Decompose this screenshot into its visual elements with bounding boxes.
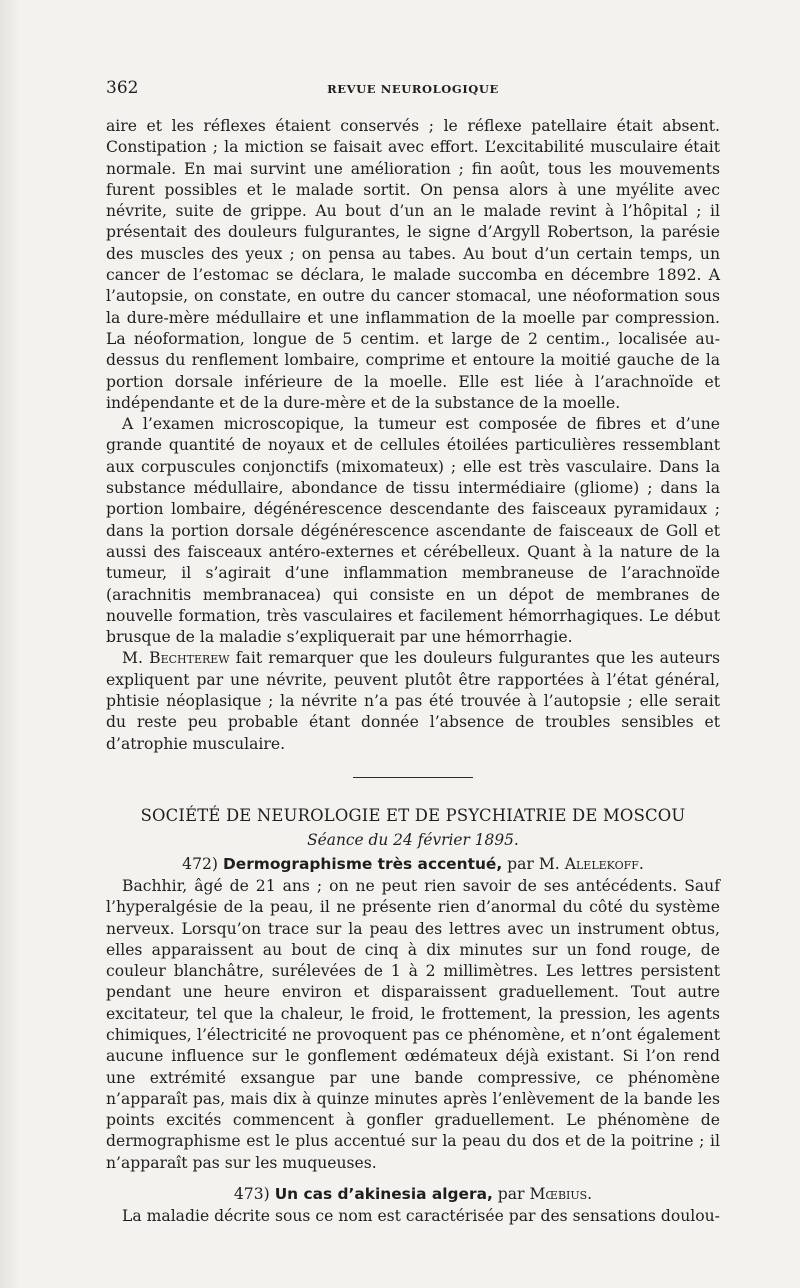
- abstract-heading: [106, 1182, 720, 1206]
- section-divider: [353, 777, 473, 778]
- body-paragraph: A l’examen microscopique, la tumeur est composée de fibres et d’une grande quantité de noyaux et de cellules étoilées particulières ressemblant aux corpuscules conjonctifs (mixomateux) ; elle est très vasculaire. Dans la substance médullaire, abondance de tissu intermédiaire (gliome) ; dans la portion lombaire, dégénérescence descendante des faisceaux pyramidaux ; dans la portion dorsale dégénérescence ascendante de faisceaux de Goll et aussi des faisceaux antéro-externes et cérébelleux. Quant à la nature de la tumeur, il s’agirait d’une inflammation membraneuse de l’arachnoïde (arachnitis membranacea) qui consiste en un dépot de membranes de nouvelle formation, très vasculaires et facilement hémorrhagiques. Le début brusque de la maladie s’expliquerait par une hémorrhagie.: [106, 415, 720, 647]
- abstract-number: 473): [233, 1185, 270, 1204]
- page-number: 362: [106, 78, 139, 98]
- paragraph-text: fait remarquer que les douleurs fulgurantes que les auteurs expliquent par une névrite, peuvent plutôt être rapportées à l’état général, phtisie néoplasique ; la névrite n’a pas été trouvée à l’autopsie ; elle serait du reste peu probable étant donnée l’absence de troubles sensibles et d’atrophie musculaire.: [106, 649, 720, 753]
- body-paragraph: [106, 648, 720, 754]
- abstract-body: La maladie décrite sous ce nom est caractérisée par des sensations doulou-: [122, 1207, 720, 1226]
- abstract-number: 472): [182, 854, 219, 873]
- section-title: SOCIÉTÉ DE NEUROLOGIE ET DE PSYCHIATRIE DE MOSCOU: [140, 805, 686, 825]
- abstract-title: Dermographisme très accentué,: [223, 854, 503, 873]
- author-name: Bechterew: [149, 649, 230, 668]
- abstract-heading: [106, 852, 720, 876]
- spacer: [106, 1174, 720, 1182]
- abstract-body: Bachhir, âgé de 21 ans ; on ne peut rien savoir de ses antécédents. Sauf l’hyperalgésie de la peau, il ne présente rien d’anormal du côté du système nerveux. Lorsqu’on trace sur la peau des lettres avec un instrument obtus, elles apparaissent au bout de cinq à dix minutes sur un fond rouge, de couleur blanchâtre, surélevées de 1 à 2 millimètres. Les lettres persistent pendant une heure environ et disparaissent graduellement. Tout autre excitateur, tel que la chaleur, le froid, le frottement, la pression, les agents chimiques, l’électricité ne provoquent pas ce phénomène, et n’ont également aucune influence sur le gonflement œdémateux déjà existant. Si l’on rend une extrémité exsangue par une bande compressive, ce phénomène n’apparaît pas, mais dix à quinze minutes après l’enlèvement de la bande les points excités commencent à gonfler graduellement. Le phénomène de dermographisme est le plus accentué sur la peau du dos et de la poitrine ; il n’apparaît pas sur les muqueuses.: [106, 876, 720, 1172]
- body-paragraph: aire et les réflexes étaient conservés ; le réflexe patellaire était absent. Constipation ; la miction se faisait avec effort. L’excitabilité musculaire était normale. En mai survint une amélioration ; fin août, tous les mouvements furent possibles et le malade sortit. On pensa alors à une myélite avec névrite, suite de grippe. Au bout d’un an le malade revint à l’hôpital ; il présentait des douleurs fulgurantes, le signe d’Argyll Robertson, la parésie des muscles des yeux ; on pensa au tabes. Au bout d’un certain temps, un cancer de l’estomac se déclara, le malade succomba en décembre 1892. A l’autopsie, on constate, en outre du cancer stomacal, une néoformation sous la dure-mère médullaire et une inflammation de la moelle par compression. La néoformation, longue de 5 centim. et large de 2 centim., localisée au-dessus du renflement lombaire, comprime et entoure la moitié gauche de la portion dorsale inférieure de la moelle. Elle est liée à l’arachnoïde et indépendante et de la dure-mère et de la substance de la moelle.: [106, 117, 720, 412]
- abstract-author: Alelekoff.: [564, 854, 644, 873]
- running-head: [106, 78, 720, 102]
- abstract-by: par M.: [502, 854, 565, 873]
- paragraph-prefix: M.: [122, 649, 150, 668]
- abstract-author: Mœbius.: [529, 1185, 593, 1204]
- abstract-by: par: [492, 1185, 530, 1204]
- journal-title: REVUE NEUROLOGIQUE: [327, 82, 499, 96]
- abstract-title: Un cas d’akinesia algera,: [274, 1185, 493, 1204]
- session-date: Séance du 24 février 1895.: [307, 830, 519, 849]
- text-column: [106, 116, 720, 1227]
